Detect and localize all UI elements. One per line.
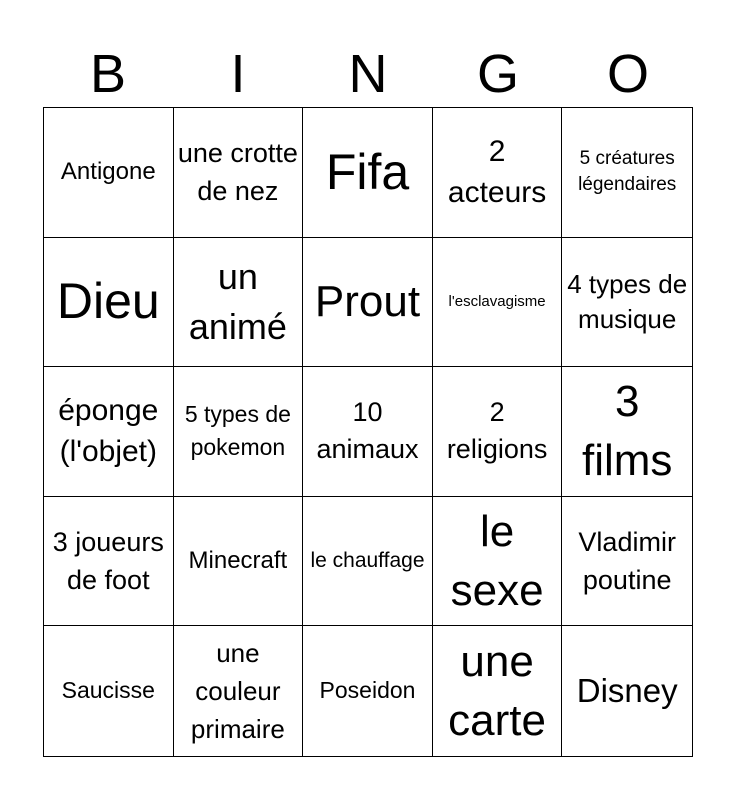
cell-text: le sexe <box>450 507 544 616</box>
bingo-cell-1-4[interactable] <box>433 108 563 238</box>
cell-text: 4 types de musique <box>567 268 688 334</box>
bingo-cell-4-2[interactable] <box>174 497 304 627</box>
cell-text: 10 animaux <box>316 397 419 465</box>
cell-text: un animé <box>188 255 287 347</box>
bingo-cell-4-5[interactable] <box>562 497 692 627</box>
header-letter-b: B <box>89 44 127 104</box>
cell-text: Dieu <box>56 273 160 330</box>
bingo-cell-2-5[interactable] <box>562 238 692 368</box>
bingo-cell-1-3[interactable] <box>303 108 433 238</box>
bingo-cell-3-1[interactable] <box>44 367 174 497</box>
cell-text: éponge (l'objet) <box>58 394 159 469</box>
bingo-cell-3-2[interactable] <box>174 367 304 497</box>
bingo-cell-1-5[interactable] <box>562 108 692 238</box>
cell-text: Poseidon <box>319 677 416 704</box>
cell-text: le chauffage <box>310 549 425 573</box>
cell-text: Fifa <box>325 143 410 200</box>
cell-text: une couleur primaire <box>190 638 285 745</box>
bingo-header <box>43 40 693 108</box>
cell-text: Vladimir poutine <box>578 527 676 596</box>
bingo-cell-5-1[interactable] <box>44 626 174 756</box>
bingo-cell-4-4[interactable] <box>433 497 563 627</box>
bingo-cell-3-4[interactable] <box>433 367 563 497</box>
cell-text: Saucisse <box>61 677 155 704</box>
cell-text: 3 films <box>581 377 673 486</box>
bingo-cell-4-1[interactable] <box>44 497 174 627</box>
bingo-cell-4-3[interactable] <box>303 497 433 627</box>
bingo-cell-2-3[interactable] <box>303 238 433 368</box>
bingo-cell-2-4[interactable] <box>433 238 563 368</box>
cell-text: Disney <box>576 672 678 710</box>
cell-text: 5 créatures légendaires <box>578 148 677 196</box>
bingo-cell-3-3[interactable] <box>303 367 433 497</box>
bingo-cell-1-2[interactable] <box>174 108 304 238</box>
cell-text: l'esclavagisme <box>448 292 546 310</box>
header-letter-g: G <box>476 44 519 104</box>
bingo-cell-5-4[interactable] <box>433 626 563 756</box>
bingo-cell-2-1[interactable] <box>44 238 174 368</box>
header-letter-o: O <box>606 44 649 104</box>
bingo-grid <box>43 107 693 757</box>
bingo-cell-3-5[interactable] <box>562 367 692 497</box>
bingo-cell-5-3[interactable] <box>303 626 433 756</box>
cell-text: 3 joueurs de foot <box>52 527 164 596</box>
cell-text: Antigone <box>60 157 156 185</box>
cell-text: une crotte de nez <box>177 138 298 207</box>
cell-text: 2 religions <box>446 397 548 465</box>
cell-text: Minecraft <box>188 546 288 574</box>
cell-text: Prout <box>314 276 421 326</box>
bingo-cell-5-5[interactable] <box>562 626 692 756</box>
bingo-cell-2-2[interactable] <box>174 238 304 368</box>
header-letter-n: N <box>348 44 388 104</box>
bingo-cell-1-1[interactable] <box>44 108 174 238</box>
cell-text: une carte <box>448 637 546 746</box>
header-letter-i: I <box>230 44 246 104</box>
bingo-cell-5-2[interactable] <box>174 626 304 756</box>
cell-text: 2 acteurs <box>447 135 547 210</box>
cell-text: 5 types de pokemon <box>184 401 291 461</box>
